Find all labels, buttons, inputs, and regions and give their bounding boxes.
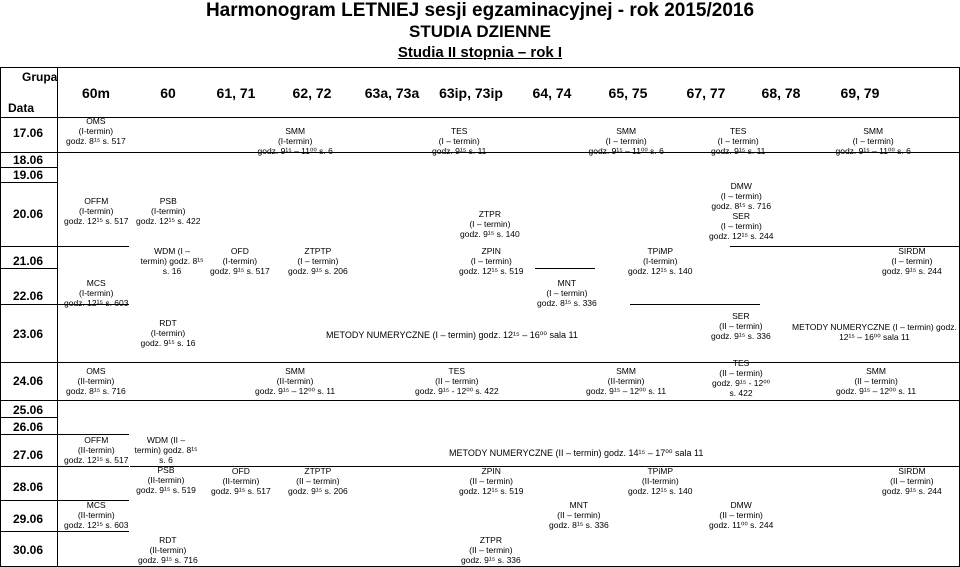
exam-entry	[792, 322, 957, 342]
exam-entry-line: WDM (I –	[154, 246, 190, 256]
date-cell: 21.06	[12, 254, 44, 268]
exam-entry-line: godz. 9¹⁵ s. 206	[288, 486, 348, 496]
grid-line	[57, 246, 129, 247]
corner-date-label: Data	[8, 101, 35, 115]
grid-line	[0, 466, 57, 467]
exam-entry-line: godz. 9¹⁵ - 12⁰⁰	[712, 378, 771, 388]
exam-entry-line: (I – termin)	[852, 136, 894, 146]
exam-entry	[138, 535, 198, 565]
date-cell: 29.06	[12, 512, 44, 526]
exam-entry	[711, 126, 765, 156]
exam-entry-line: godz. 9¹⁵ – 11⁰⁰ s. 6	[257, 146, 333, 156]
page-subtitle: STUDIA DZIENNE	[409, 22, 551, 41]
exam-entry	[64, 500, 128, 530]
exam-entry-line: OMS	[86, 366, 106, 376]
exam-entry-line: SER	[732, 311, 750, 321]
page-title: Harmonogram LETNIEJ sesji egzaminacyjnej - rok 2015/2016	[205, 0, 755, 21]
exam-entry-line: godz. 8¹⁵ s. 517	[66, 136, 126, 146]
exam-entry-line: METODY NUMERYCZNE (I – termin) godz. 12¹⁵ – 16⁰⁰ sala 11	[326, 330, 578, 340]
exam-entry-line: (I-termin)	[151, 206, 186, 216]
grid-line	[0, 67, 1, 567]
exam-entry-line: PSB	[157, 465, 175, 475]
exam-entry-line: TPiMP	[647, 246, 673, 256]
exam-entry-line: ZTPR	[478, 209, 501, 219]
date-cell: 22.06	[12, 289, 44, 303]
exam-entry-line: (I – termin)	[891, 256, 933, 266]
exam-entry-line: SIRDM	[898, 466, 926, 476]
exam-entry-line: godz. 9¹⁵ s. 244	[882, 266, 942, 276]
exam-entry-line: TES	[729, 126, 747, 136]
grid-line	[0, 268, 57, 269]
exam-entry-line: godz. 12¹⁵ s. 140	[628, 486, 693, 496]
exam-entry-line: godz. 8¹⁵ s. 336	[537, 298, 597, 308]
exam-entry-line: METODY NUMERYCZNE (II – termin) godz. 14¹⁵ – 17⁰⁰ sala 11	[449, 448, 704, 458]
exam-entry-line: (I – termin)	[546, 288, 588, 298]
grid-line	[0, 400, 57, 401]
group-column-header: 60m	[81, 85, 111, 101]
exam-entry-line: godz. 9¹⁵ s. 336	[461, 555, 521, 565]
exam-entry	[141, 318, 196, 348]
exam-entry	[836, 126, 911, 156]
exam-entry-line: (II-termin)	[276, 376, 314, 386]
exam-entry-line: godz. 9¹⁵ s. 16	[140, 338, 196, 348]
exam-entry	[589, 126, 664, 156]
exam-entry-line: (II-termin)	[222, 476, 260, 486]
exam-entry-line: godz. 12¹⁵ s. 603	[64, 298, 129, 308]
exam-entry	[326, 330, 578, 341]
exam-entry	[449, 448, 703, 459]
date-cell: 28.06	[12, 480, 44, 494]
grid-line	[0, 182, 57, 183]
exam-entry	[258, 126, 333, 156]
exam-entry	[709, 181, 773, 241]
exam-entry	[255, 366, 335, 396]
exam-entry	[836, 366, 916, 396]
grid-line	[630, 304, 760, 305]
date-cell: 30.06	[12, 543, 44, 557]
grid-line	[57, 466, 129, 467]
exam-entry-line: (I-termin)	[222, 256, 258, 266]
exam-entry-line: godz. 9¹⁵ s. 519	[136, 485, 196, 495]
exam-entry-line: godz. 9¹⁵ s. 517	[211, 486, 271, 496]
exam-entry-line: (II – termin)	[469, 545, 513, 555]
exam-entry-line: (I-termin)	[78, 126, 114, 136]
group-column-header: 69, 79	[840, 85, 880, 101]
exam-entry-line: (II-termin)	[77, 445, 115, 455]
exam-entry-line: TES	[448, 366, 466, 376]
grid-line	[0, 117, 960, 118]
exam-entry-line: (I – termin)	[469, 219, 511, 229]
study-level: Studia II stopnia – rok I	[397, 44, 563, 61]
exam-entry-line: PSB	[159, 196, 177, 206]
exam-entry-line: (II – termin)	[719, 321, 763, 331]
exam-entry-line: termin) godz. 8¹⁵	[140, 256, 204, 266]
grid-line	[0, 304, 57, 305]
exam-entry	[66, 366, 126, 396]
grid-line	[0, 362, 960, 363]
exam-entry-line: (II – termin)	[719, 368, 763, 378]
exam-entry-line: (I-termin)	[150, 328, 186, 338]
exam-entry-line: (I – termin)	[297, 256, 339, 266]
exam-entry-line: godz. 12¹⁵ s. 519	[459, 486, 524, 496]
exam-entry	[136, 196, 200, 226]
exam-entry	[537, 278, 597, 308]
exam-entry	[432, 126, 486, 156]
exam-entry-line: godz. 9¹⁵ – 11⁰⁰ s. 6	[588, 146, 664, 156]
grid-line	[0, 531, 57, 532]
grid-line	[57, 531, 129, 532]
exam-entry	[210, 246, 270, 276]
date-cell: 26.06	[12, 420, 44, 434]
group-column-header: 68, 78	[761, 85, 801, 101]
exam-entry-line: (II – termin)	[296, 476, 340, 486]
exam-entry-line: DMW	[730, 181, 752, 191]
exam-entry-line: (I-termin)	[79, 206, 114, 216]
exam-entry	[628, 246, 692, 276]
exam-entry-line: godz. 9¹⁵ s. 336	[711, 331, 771, 341]
grid-line	[535, 268, 595, 269]
exam-entry-line: MNT	[557, 278, 577, 288]
date-cell: 17.06	[12, 126, 44, 140]
grid-line	[0, 67, 960, 68]
group-column-header: 63a, 73a	[364, 85, 420, 101]
date-cell: 23.06	[12, 327, 44, 341]
exam-entry-line: ZTPTP	[304, 246, 332, 256]
group-column-header: 63ip, 73ip	[439, 85, 503, 101]
exam-entry-line: SMM	[863, 126, 884, 136]
exam-entry-line: s. 6	[159, 455, 173, 465]
exam-entry-line: godz. 11⁰⁰ s. 244	[709, 520, 774, 530]
exam-entry-line: godz. 9¹⁵ s. 11	[432, 146, 487, 156]
exam-entry	[712, 358, 770, 398]
exam-entry-line: (I – termin)	[720, 221, 762, 231]
exam-entry-line: (II – termin)	[719, 510, 763, 520]
exam-entry-line: (I-termin)	[79, 288, 114, 298]
exam-entry-line: (I – termin)	[438, 136, 480, 146]
exam-entry-line: (I – termin)	[470, 256, 512, 266]
exam-entry-line: (I – termin)	[605, 136, 647, 146]
exam-entry	[141, 246, 204, 276]
group-column-header: 67, 77	[686, 85, 726, 101]
exam-entry-line: DMW	[730, 500, 752, 510]
exam-entry-line: SER	[732, 211, 750, 221]
exam-entry-line: godz. 12¹⁵ s. 603	[64, 520, 129, 530]
exam-entry-line: SIRDM	[898, 246, 926, 256]
exam-entry-line: MCS	[86, 278, 106, 288]
exam-entry-line: godz. 9¹⁵ – 12⁰⁰ s. 11	[836, 386, 917, 396]
exam-entry-line: SMM	[616, 126, 637, 136]
date-cell: 18.06	[12, 153, 44, 167]
exam-entry-line: (II-termin)	[77, 510, 115, 520]
exam-entry	[711, 311, 771, 341]
group-column-header: 61, 71	[216, 85, 256, 101]
exam-entry-line: SMM	[285, 366, 305, 376]
exam-entry-line: RDT	[159, 535, 177, 545]
exam-entry	[461, 535, 521, 565]
exam-entry-line: SMM	[616, 366, 636, 376]
exam-entry-line: (II-termin)	[147, 475, 185, 485]
exam-entry-line: godz. 9¹⁵ s. 11	[711, 146, 766, 156]
exam-entry-line: (II-termin)	[77, 376, 115, 386]
exam-entry-line: (I-termin)	[277, 136, 313, 146]
exam-entry-line: 12¹⁵ – 16⁰⁰ sala 11	[839, 332, 910, 342]
exam-entry-line: godz. 12¹⁵ s. 140	[628, 266, 693, 276]
exam-entry	[628, 466, 692, 496]
exam-entry-line: godz. 9¹⁵ s. 244	[882, 486, 942, 496]
exam-entry	[460, 209, 520, 239]
exam-entry-line: godz. 12¹⁵ s. 517	[64, 455, 129, 465]
exam-entry-line: ZPIN	[481, 466, 501, 476]
exam-entry-line: godz. 12¹⁵ s. 517	[64, 216, 129, 226]
exam-entry-line: (II – termin)	[435, 376, 479, 386]
exam-entry-line: MNT	[569, 500, 589, 510]
exam-entry-line: TES	[732, 358, 750, 368]
exam-entry-line: (II – termin)	[469, 476, 513, 486]
corner-group-label: Grupa	[22, 70, 58, 84]
group-column-header: 64, 74	[532, 85, 572, 101]
exam-entry-line: WDM (II –	[146, 435, 186, 445]
exam-entry-line: godz. 9¹⁵ – 12⁰⁰ s. 11	[586, 386, 667, 396]
exam-entry-line: termin) godz. 8¹⁵	[134, 445, 198, 455]
exam-entry	[64, 196, 128, 226]
exam-entry-line: godz. 9¹⁵ - 12⁰⁰ s. 422	[415, 386, 499, 396]
exam-entry-line: TPiMP	[647, 466, 673, 476]
exam-entry-line: (II-termin)	[641, 476, 679, 486]
exam-entry-line: OFD	[231, 466, 250, 476]
exam-entry-line: MCS	[86, 500, 106, 510]
exam-entry	[882, 246, 942, 276]
exam-entry-line: (II – termin)	[854, 376, 898, 386]
exam-entry-line: ZTPTP	[304, 466, 332, 476]
exam-entry-line: godz. 9¹⁵ s. 716	[138, 555, 198, 565]
exam-entry-line: ZTPR	[479, 535, 502, 545]
exam-entry-line: (I-termin)	[643, 256, 678, 266]
exam-entry-line: (II – termin)	[557, 510, 601, 520]
date-cell: 25.06	[12, 403, 44, 417]
exam-entry-line: godz. 12¹⁵ s. 422	[136, 216, 201, 226]
exam-entry-line: (II – termin)	[890, 476, 934, 486]
exam-entry	[882, 466, 942, 496]
exam-entry-line: OFFM	[84, 435, 109, 445]
exam-entry-line: godz. 9¹⁵ s. 206	[288, 266, 348, 276]
exam-entry	[64, 278, 128, 308]
group-column-header: 62, 72	[292, 85, 332, 101]
exam-entry	[459, 466, 523, 496]
exam-entry-line: godz. 9¹⁵ s. 140	[460, 229, 520, 239]
exam-entry	[709, 500, 773, 530]
exam-entry-line: TES	[450, 126, 468, 136]
date-cell: 27.06	[12, 448, 44, 462]
exam-entry-line: godz. 9¹⁵ – 12⁰⁰ s. 11	[255, 386, 336, 396]
group-column-header: 65, 75	[608, 85, 648, 101]
exam-entry	[586, 366, 666, 396]
grid-line	[0, 246, 57, 247]
grid-line	[57, 400, 959, 401]
date-cell: 24.06	[12, 374, 44, 388]
exam-entry-line: s. 16	[162, 266, 182, 276]
exam-entry	[459, 246, 523, 276]
exam-entry	[64, 435, 128, 465]
grid-line	[0, 500, 57, 501]
exam-entry	[211, 466, 271, 496]
exam-entry-line: RDT	[159, 318, 177, 328]
exam-entry-line: (II-termin)	[149, 545, 187, 555]
exam-entry-line: (I – termin)	[720, 191, 762, 201]
exam-entry-line: OMS	[86, 116, 106, 126]
exam-entry-line: godz. 12¹⁵ s. 519	[459, 266, 524, 276]
exam-entry-line: godz. 9¹⁵ – 11⁰⁰ s. 6	[835, 146, 911, 156]
exam-entry-line: OFD	[230, 246, 249, 256]
exam-entry-line: SMM	[866, 366, 886, 376]
group-column-header: 60	[160, 85, 176, 101]
exam-entry-line: SMM	[285, 126, 306, 136]
exam-entry-line: (II-termin)	[607, 376, 645, 386]
grid-line	[0, 434, 57, 435]
date-cell: 19.06	[12, 168, 44, 182]
exam-entry	[135, 435, 198, 495]
grid-line	[0, 417, 57, 418]
exam-entry	[415, 366, 499, 396]
grid-line	[57, 152, 959, 153]
grid-line	[57, 67, 58, 567]
exam-entry	[549, 500, 609, 530]
exam-entry-line: godz. 8¹⁵ s. 336	[549, 520, 609, 530]
exam-entry-line: METODY NUMERYCZNE (I – termin) godz.	[792, 322, 957, 332]
exam-entry-line: s. 422	[729, 388, 753, 398]
exam-entry-line: godz. 8¹⁵ s. 716	[711, 201, 772, 211]
exam-entry	[288, 246, 348, 276]
exam-entry	[288, 466, 348, 496]
exam-entry-line: godz. 9¹⁵ s. 517	[210, 266, 270, 276]
exam-entry-line: godz. 8¹⁵ s. 716	[66, 386, 126, 396]
exam-entry	[66, 116, 126, 146]
date-cell: 20.06	[12, 207, 44, 221]
exam-entry-line: OFFM	[84, 196, 109, 206]
exam-entry-line: ZPIN	[481, 246, 501, 256]
exam-entry-line: godz. 12¹⁵ s. 244	[709, 231, 774, 241]
exam-entry-line: (I – termin)	[717, 136, 759, 146]
